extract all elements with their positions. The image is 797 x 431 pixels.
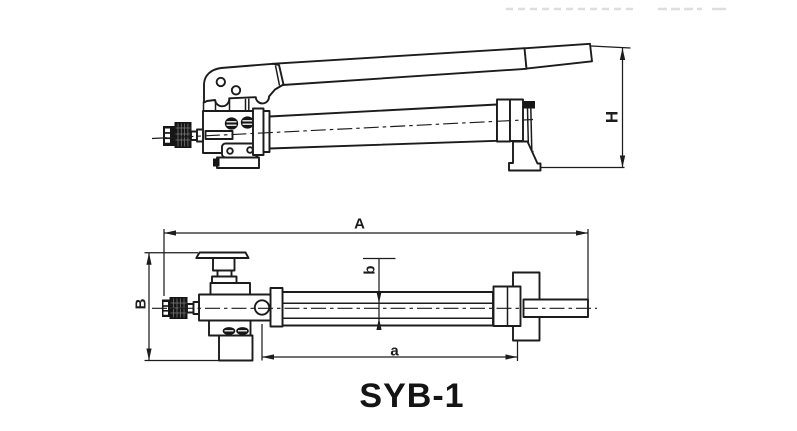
plan-flange bbox=[271, 288, 283, 327]
side-cap-fitting bbox=[523, 102, 535, 109]
side-shaft-step bbox=[197, 130, 203, 142]
dim-label-b: b bbox=[361, 264, 378, 275]
side-handle-rod bbox=[273, 48, 527, 85]
plan-base-block bbox=[219, 336, 253, 361]
pivot-hole-1 bbox=[217, 78, 225, 86]
plate-screw-2 bbox=[247, 147, 253, 153]
side-view bbox=[152, 44, 625, 171]
side-lever-head bbox=[204, 64, 284, 106]
plan-pivot-pin bbox=[255, 300, 269, 314]
side-port-plug-2 bbox=[241, 117, 253, 128]
side-bottom-dark-tab bbox=[214, 159, 220, 166]
valve-packing-nut bbox=[212, 277, 237, 284]
side-knurled-knob bbox=[175, 123, 191, 148]
dim-label-H: H bbox=[602, 110, 621, 123]
model-caption: SYB-1 bbox=[359, 377, 465, 415]
side-bottom-block bbox=[217, 158, 259, 169]
plate-screw-1 bbox=[227, 148, 233, 154]
valve-stem bbox=[213, 258, 235, 271]
side-foot bbox=[509, 142, 541, 171]
fitting-rod-2 bbox=[531, 108, 532, 151]
dim-label-B: B bbox=[132, 298, 149, 310]
dim-label-a: a bbox=[390, 342, 399, 359]
valve-t-handle bbox=[196, 253, 248, 259]
side-flange-band-1 bbox=[253, 109, 264, 156]
side-handle-grip bbox=[525, 44, 593, 69]
side-port-plug-1 bbox=[225, 118, 237, 129]
pivot-hole-2 bbox=[232, 86, 240, 94]
valve-bonnet bbox=[211, 283, 251, 295]
dim-label-A: A bbox=[354, 215, 365, 233]
dimension-H bbox=[591, 46, 631, 168]
